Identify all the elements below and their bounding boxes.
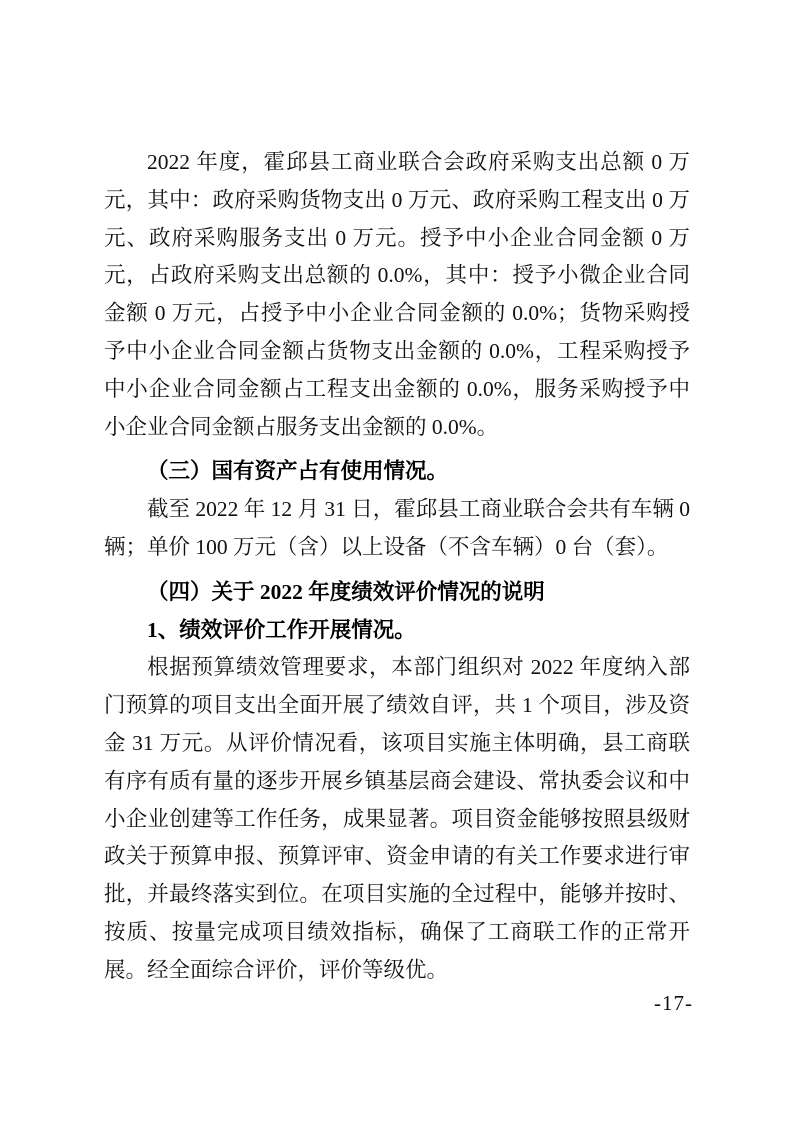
- paragraph-state-assets-detail: 截至 2022 年 12 月 31 日，霍邱县工商业联合会共有车辆 0 辆；单价 100 万元（含）以上设备（不含车辆）0 台（套）。: [104, 497, 690, 559]
- document-body: [104, 144, 690, 990]
- paragraph-performance-evaluation-detail: 根据预算绩效管理要求，本部门组织对 2022 年度纳入部门预算的项目支出全面开展了绩效自评，共 1 个项目，涉及资金 31 万元。从评价情况看，该项目实施主体明确，县工商联有序有质有量的逐步开展乡镇基层商会建设、常执委会议和中小企业创建等工作任务，成果显著。项目资金能够按照县级财政关于预算申报、预算评审、资金申请的有关工作要求进行审批，并最终落实到位。在项目实施的全过程中，能够并按时、按质、按量完成项目绩效指标，确保了工商联工作的正常开展。经全面综合评价，评价等级优。: [104, 655, 690, 982]
- heading-section-4-performance-evaluation: （四）关于 2022 年度绩效评价情况的说明: [147, 579, 545, 604]
- heading-subsection-1-evaluation-work: 1、绩效评价工作开展情况。: [147, 617, 416, 642]
- paragraph-procurement-summary: 2022 年度，霍邱县工商业联合会政府采购支出总额 0 万元，其中：政府采购货物支出 0 万元、政府采购工程支出 0 万元、政府采购服务支出 0 万元。授予中小企业合同金额 0 万元，占政府采购支出总额的 0.0%，其中：授予小微企业合同金额 0 万元，占授予中小企业合同金额的 0.0%；货物采购授予中小企业合同金额占货物支出金额的 0.0%，工程采购授予中小企业合同金额占工程支出金额的 0.0%，服务采购授予中小企业合同金额占服务支出金额的 0.0%。: [104, 150, 690, 439]
- heading-section-3-state-assets: （三）国有资产占有使用情况。: [147, 459, 449, 484]
- page-number: -17-: [654, 991, 693, 1015]
